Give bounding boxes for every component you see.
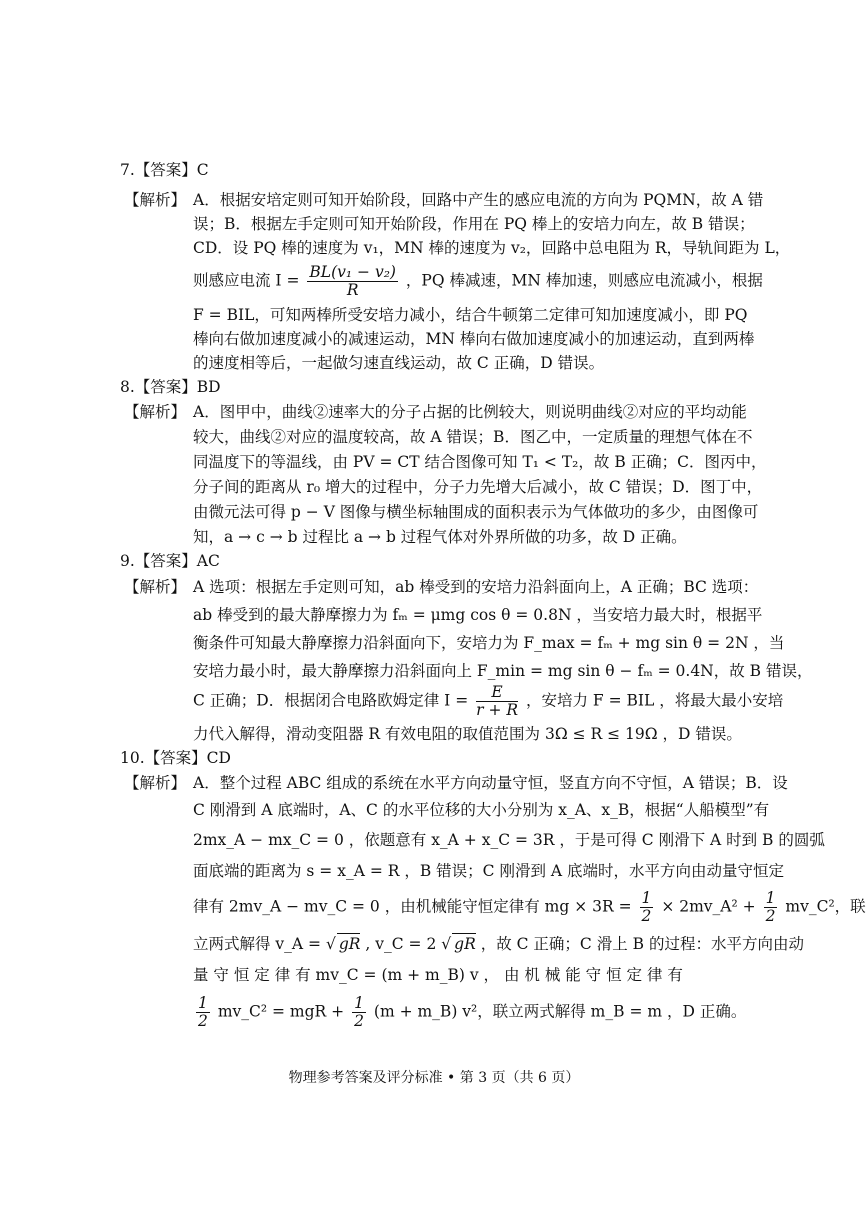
q8-line-4: 分子间的距离从 r₀ 增大的过程中，分子力先增大后减小，故 C 错误；D．图丁中， [193, 478, 763, 496]
q10-line-3: 2mx_A − mx_C = 0 ，依题意有 x_A + x_C = 3R ，于是可得 C 刚滑下 A 时到 B 的圆弧 [193, 831, 825, 849]
q10-line-8 [193, 995, 746, 1030]
q7-analysis-label: 【解析】 [124, 191, 187, 209]
q7-line-4 [193, 264, 763, 299]
q7-fraction-denominator: R [346, 281, 359, 299]
q9-current-fraction [476, 684, 518, 719]
q10-half-numerator-1: 1 [641, 889, 652, 907]
q10-line-8-text-a: mv_C² = mgR + [217, 1002, 345, 1021]
q10-line-2: C 刚滑到 A 底端时，A、C 的水平位移的大小分别为 x_A、x_B，根据“人船模型”有 [193, 801, 770, 819]
q10-answer-header: 10.【答案】CD [120, 749, 231, 767]
q10-line-1: A．整个过程 ABC 组成的系统在水平方向动量守恒，竖直方向不守恒，A 错误；B．设 [193, 774, 788, 792]
q10-sqrt-gr-1: gR [338, 935, 361, 953]
q9-answer-header: 9.【答案】AC [120, 552, 220, 570]
q10-half-denominator-4: 2 [354, 1012, 364, 1030]
q9-line-3: 衡条件可知最大静摩擦力沿斜面向下，安培力为 F_max = fₘ + mg sin θ = 2N ，当 [193, 634, 785, 652]
q10-half-fraction-3 [196, 995, 210, 1030]
q7-fraction-numerator: BL(v₁ − v₂) [309, 263, 396, 281]
q10-line-4: 面底端的距离为 s = x_A = R ，B 错误；C 刚滑到 A 底端时，水平方向由动量守恒定 [193, 862, 785, 880]
q10-line-7: 量 守 恒 定 律 有 mv_C = (m + m_B) v ， 由 机 械 能 守 恒 定 律 有 [193, 966, 683, 984]
q10-line-6-text-c: ，故 C 正确；C 滑上 B 的过程：水平方向由动 [480, 935, 804, 953]
q10-analysis-label: 【解析】 [124, 774, 187, 792]
q8-line-6: 知，a → c → b 过程比 a → b 过程气体对外界所做的功多，故 D 正确。 [193, 528, 687, 546]
q7-line-6: 棒向右做加速度减小的减速运动，MN 棒向右做加速度减小的加速运动，直到两棒 [193, 330, 755, 348]
q10-line-8-text-b: (m + m_B) v²，联立两式解得 m_B = m ，D 正确。 [373, 1002, 747, 1021]
sqrt-symbol-icon: √ [325, 935, 336, 953]
q10-sqrt-gr-2: gR [454, 935, 476, 953]
q9-analysis-label: 【解析】 [124, 578, 187, 596]
q10-line-5-text-a: 律有 2mv_A − mv_C = 0 ，由机械能守恒定律有 mg × 3R = [193, 897, 632, 916]
q10-half-fraction-1 [640, 890, 654, 925]
q8-line-3: 同温度下的等温线，由 PV = CT 结合图像可知 T₁ < T₂，故 B 正确；C．图丙中， [193, 453, 767, 471]
q10-half-numerator-3: 1 [198, 994, 208, 1012]
q8-analysis-label: 【解析】 [124, 403, 187, 421]
q10-half-denominator-2: 2 [765, 907, 776, 925]
q10-half-denominator-1: 2 [641, 907, 652, 925]
q9-line-4: 安培力最小时，最大静摩擦力沿斜面向上 F_min = mg sin θ − fₘ = 0.4N，故 B 错误， [193, 662, 813, 680]
q9-fraction-numerator: E [476, 684, 518, 702]
q10-half-denominator-3: 2 [198, 1012, 208, 1030]
q9-line-5-text-a: C 正确；D．根据闭合电路欧姆定律 I = [193, 691, 469, 710]
q7-line-1: A．根据安培定则可知开始阶段，回路中产生的感应电流的方向为 PQMN，故 A 错 [193, 191, 764, 209]
q10-half-numerator-2: 1 [765, 889, 776, 907]
q10-line-6-text-a: 立两式解得 v_A = [193, 935, 322, 953]
q10-line-5-text-b: × 2mv_A² + [661, 897, 756, 916]
q9-line-5-text-b: ，安培力 F = BIL ，将最大最小安培 [525, 691, 784, 710]
q7-line-5: F = BIL，可知两棒所受安培力减小，结合牛顿第二定律可知加速度减小，即 PQ [193, 306, 748, 324]
q9-fraction-denominator: r + R [476, 701, 519, 719]
q7-line-4-text-a: 则感应电流 I = [193, 271, 300, 290]
sqrt-symbol-icon: √ [441, 935, 452, 953]
q7-line-3: CD．设 PQ 棒的速度为 v₁，MN 棒的速度为 v₂，回路中总电阻为 R，导轨间距为 L， [193, 239, 791, 257]
q9-line-6: 力代入解得，滑动变阻器 R 有效电阻的取值范围为 3Ω ≤ R ≤ 19Ω ，D 错误。 [193, 725, 742, 743]
q9-line-1: A 选项：根据左手定则可知，ab 棒受到的安培力沿斜面向上，A 正确；BC 选项： [193, 578, 759, 596]
q7-current-fraction [307, 264, 398, 299]
q9-line-5 [193, 684, 783, 719]
q10-line-5 [193, 890, 866, 925]
q7-line-2: 误；B．根据左手定则可知开始阶段，作用在 PQ 棒上的安培力向左，故 B 错误； [193, 215, 755, 233]
q8-answer-header: 8.【答案】BD [120, 378, 221, 396]
q7-line-4-text-b: ，PQ 棒减速，MN 棒加速，则感应电流减小，根据 [405, 271, 763, 290]
q9-line-2: ab 棒受到的最大静摩擦力为 fₘ = μmg cos θ = 0.8N ，当安培力最大时，根据平 [193, 606, 763, 624]
q10-line-5-text-c: mv_C²，联 [785, 897, 866, 916]
page-footer: 物理参考答案及评分标准 • 第 3 页（共 6 页） [288, 1070, 580, 1086]
q7-answer-header: 7.【答案】C [120, 161, 209, 179]
q8-line-2: 较大，曲线②对应的温度较高，故 A 错误；B．图乙中，一定质量的理想气体在不 [193, 428, 753, 446]
q8-line-5: 由微元法可得 p − V 图像与横坐标轴围成的面积表示为气体做功的多少，由图像可 [193, 503, 759, 521]
q8-line-1: A．图甲中，曲线②速率大的分子占据的比例较大，则说明曲线②对应的平均动能 [193, 403, 747, 421]
q10-line-6-text-b: , v_C = 2 [365, 935, 437, 953]
q7-line-7: 的速度相等后，一起做匀速直线运动，故 C 正确，D 错误。 [193, 354, 605, 372]
q10-line-6 [193, 933, 804, 954]
q10-half-fraction-4 [352, 995, 366, 1030]
q10-half-fraction-2 [764, 890, 778, 925]
q10-half-numerator-4: 1 [354, 994, 364, 1012]
